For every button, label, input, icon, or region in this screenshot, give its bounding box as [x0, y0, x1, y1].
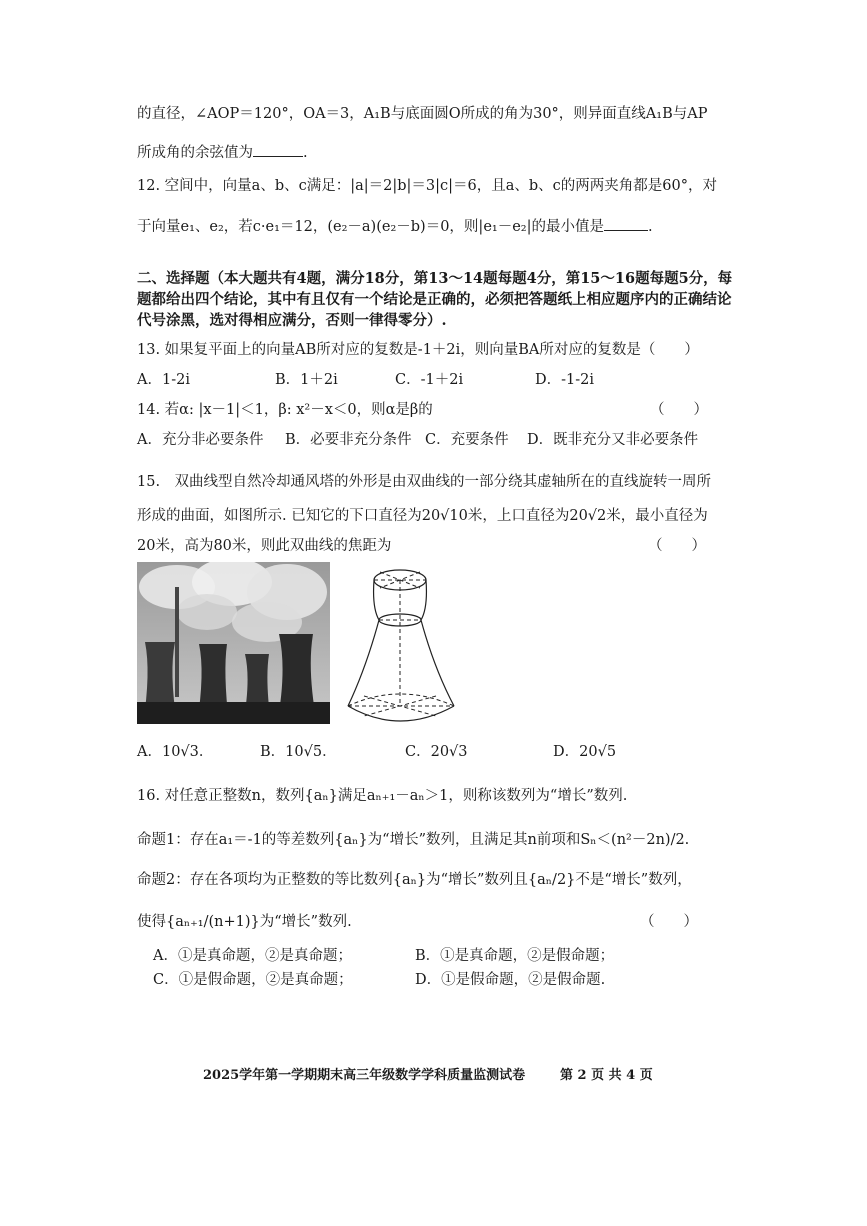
footer-page-number: 第 2 页 共 4 页: [560, 1068, 653, 1083]
q13-option-a: A．1-2i: [137, 372, 190, 388]
q15-option-a: A．10√3．: [137, 744, 214, 760]
q12-line2-text: 于向量e₁、e₂，若c·e₁＝12，(e₂－a)(e₂－b)＝0，则|e₁－e₂|的最小值是: [137, 219, 604, 235]
q14-option-c: C．充要条件: [425, 432, 509, 448]
q15-option-d: D．20√5: [553, 744, 617, 760]
q11-answer-blank: [253, 142, 303, 157]
q15-option-b: B．10√5．: [260, 744, 337, 760]
q11-line1: 的直径，∠AOP＝120°，OA＝3，A₁B与底面圆O所成的角为30°，则异面直线A₁B与AP: [137, 106, 708, 122]
q12-line1: 12. 空间中，向量a、b、c满足：|a|＝2|b|＝3|c|＝6，且a、b、c的两两夹角都是60°，对: [137, 178, 717, 194]
q11-line2: 所成角的余弦值为 .: [137, 142, 308, 163]
q15-option-c: C．20√3: [405, 744, 468, 760]
q14-stem: 14. 若α: |x－1|＜1，β: x²－x＜0，则α是β的: [137, 402, 433, 418]
q16-line2: 命题1：存在a₁＝-1的等差数列{aₙ}为“增长”数列，且满足其n前项和Sₙ＜(n²－2n)/2.: [137, 832, 690, 848]
q16-option-a: A．①是真命题，②是真命题；: [153, 948, 352, 964]
footer-title: 2025学年第一学期期末高三年级数学学科质量监测试卷: [203, 1068, 526, 1083]
q13-stem: 13. 如果复平面上的向量AB所对应的复数是-1＋2i，则向量BA所对应的复数是（ ）: [137, 342, 699, 358]
q14-option-b: B．必要非充分条件: [285, 432, 412, 448]
q16-option-c: C．①是假命题，②是真命题；: [153, 972, 353, 988]
cooling-towers-photo: [137, 562, 330, 724]
q12-answer-blank: [604, 216, 648, 231]
q13-option-b: B．1＋2i: [275, 372, 338, 388]
q16-line1: 16. 对任意正整数n，数列{aₙ}满足aₙ₊₁－aₙ＞1，则称该数列为“增长”数列.: [137, 788, 628, 804]
q14-option-a: A．充分非必要条件: [137, 432, 264, 448]
q14-option-d: D．既非充分又非必要条件: [527, 432, 699, 448]
q16-option-b: B．①是真命题，②是假命题；: [415, 948, 615, 964]
q16-answer-paren: （ ）: [640, 914, 698, 930]
q16-line4: 使得{aₙ₊₁/(n+1)}为“增长”数列.: [137, 914, 352, 930]
q16-line3: 命题2：存在各项均为正整数的等比数列{aₙ}为“增长”数列且{aₙ/2}不是“增长”数列，: [137, 872, 692, 888]
q11-line2-text: 所成角的余弦值为: [137, 145, 253, 161]
q15-answer-paren: （ ）: [648, 538, 706, 554]
q15-line2: 形成的曲面，如图所示. 已知它的下口直径为20√10米，上口直径为20√2米，最小直径为: [137, 508, 708, 524]
hyperboloid-diagram: [344, 558, 462, 738]
q15-line3: 20米，高为80米，则此双曲线的焦距为: [137, 538, 392, 554]
section2-header: 二、选择题（本大题共有4题，满分18分，第13～14题每题4分，第15～16题每题5分，每题都给出四个结论，其中有且仅有一个结论是正确的，必须把答题纸上相应题序内的正确结论代号涂黑，选对得相应满分，否则一律得零分）.: [137, 270, 733, 329]
q15-line1: 15. 双曲线型自然冷却通风塔的外形是由双曲线的一部分绕其虚轴所在的直线旋转一周所: [137, 474, 712, 490]
q13-option-c: C．-1＋2i: [395, 372, 464, 388]
q14-answer-paren: （ ）: [650, 402, 708, 418]
q12-line2: 于向量e₁、e₂，若c·e₁＝12，(e₂－a)(e₂－b)＝0，则|e₁－e₂|的最小值是 .: [137, 216, 653, 237]
q13-option-d: D．-1-2i: [535, 372, 595, 388]
q16-option-d: D．①是假命题，②是假命题.: [415, 972, 606, 988]
